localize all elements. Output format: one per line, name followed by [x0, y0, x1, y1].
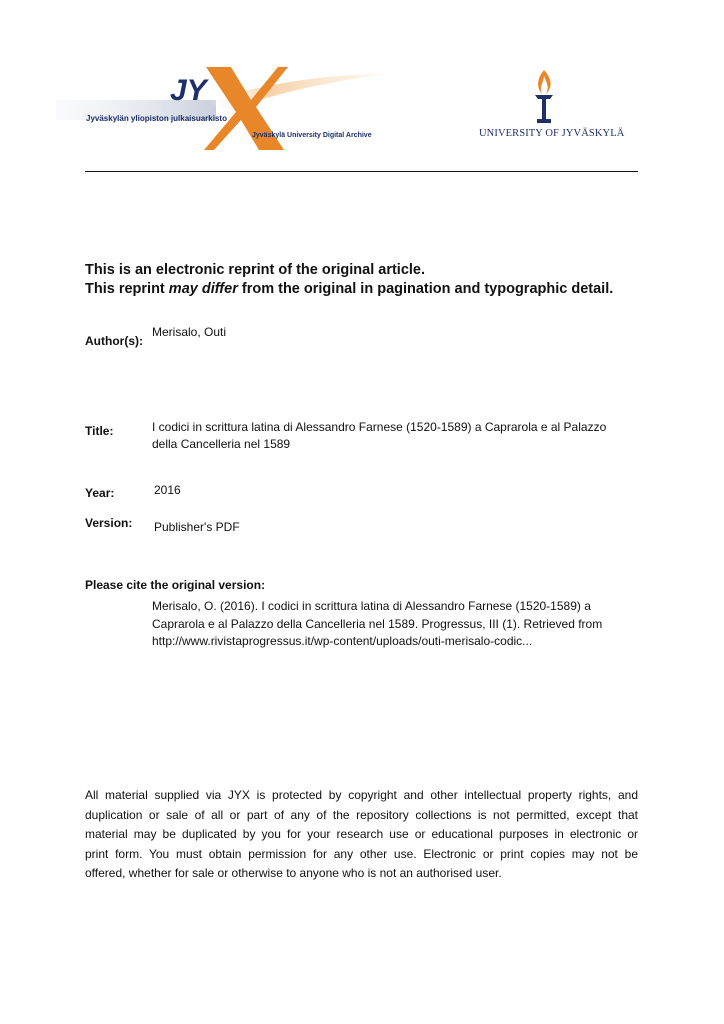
- title-value-line-1: I codici in scrittura latina di Alessandro Farnese (1520-1589) a Caprarola e al Palazzo: [152, 420, 607, 434]
- intro-line-2-pre: This reprint: [85, 281, 169, 297]
- year-label: Year:: [85, 486, 115, 500]
- author-value: Merisalo, Outi: [152, 325, 227, 339]
- author-label: Author(s):: [85, 334, 143, 348]
- jyx-english-name: Jyväskylä University Digital Archive: [252, 132, 372, 139]
- notice-line: duplication or sale of all or part of any of the repository collections is not permitted, except that: [85, 807, 638, 822]
- notice-line: material may be duplicated by you for your research use or educational purposes in electronic or: [85, 827, 638, 841]
- notice-line: offered, whether for sale or otherwise to anyone who is not an authorised user.: [85, 866, 502, 880]
- university-name: UNIVERSITY OF JYVÄSKYLÄ: [479, 128, 625, 139]
- notice-line: print form. You must obtain permission for any other use. Electronic or print copies may not be: [85, 846, 638, 861]
- header-divider: [85, 171, 638, 172]
- intro-line-2-post: from the original in pagination and typographic detail.: [237, 281, 614, 297]
- year-value: 2016: [154, 483, 181, 497]
- version-label: Version:: [85, 516, 133, 530]
- intro-line-2-emphasis: may differ: [168, 281, 238, 297]
- citation-line: http://www.rivistaprogressus.it/wp-content/uploads/outi-merisalo-codic...: [152, 634, 533, 648]
- notice-line: All material supplied via JYX is protected by copyright and other intellectual property rights, and: [85, 788, 638, 802]
- title-value-line-2: della Cancelleria nel 1589: [152, 437, 291, 451]
- intro-line-2: [85, 281, 613, 297]
- title-label: Title:: [85, 424, 114, 438]
- citation-heading: Please cite the original version:: [85, 578, 266, 592]
- citation-line: Merisalo, O. (2016). I codici in scrittura latina di Alessandro Farnese (1520-1589) a: [152, 599, 591, 613]
- jyx-logo-letters: JY: [170, 74, 207, 107]
- jyx-finnish-name: Jyväskylän yliopiston julkaisuarkisto: [86, 114, 227, 123]
- university-torch-icon: [528, 68, 560, 126]
- version-value: Publisher's PDF: [154, 520, 240, 534]
- copyright-notice: [85, 786, 638, 884]
- citation-line: Caprarola e al Palazzo della Cancelleria nel 1589. Progressus, III (1). Retrieved from: [152, 616, 603, 631]
- citation-body: [152, 598, 622, 651]
- intro-line-1: This is an electronic reprint of the original article.: [85, 262, 426, 278]
